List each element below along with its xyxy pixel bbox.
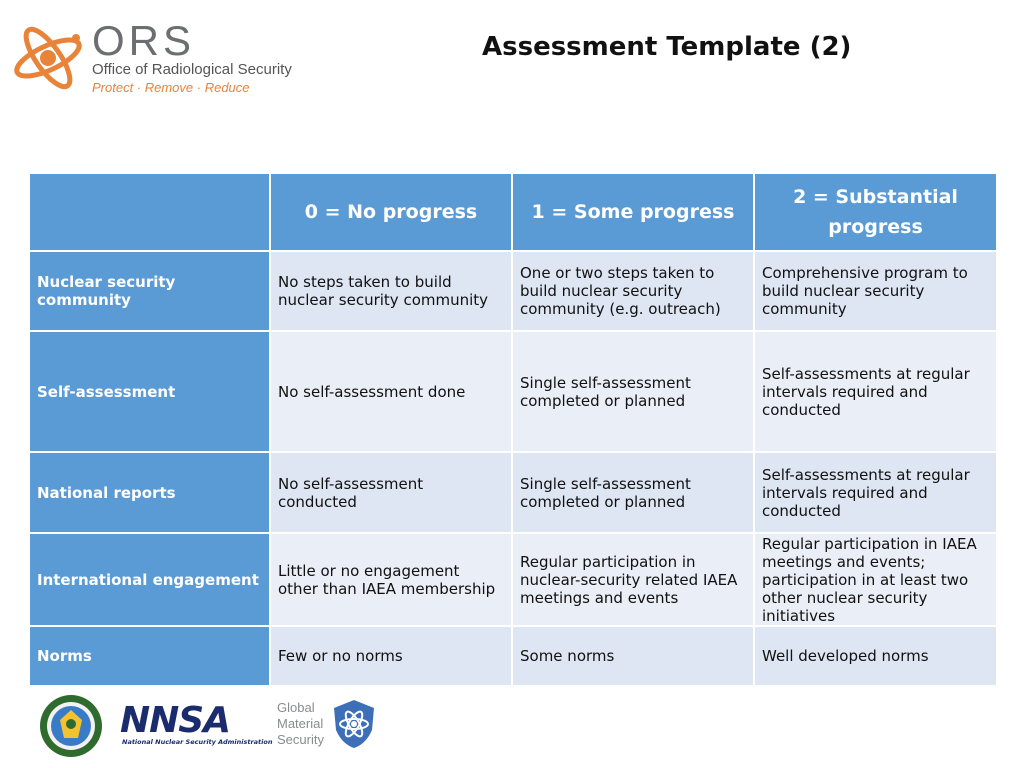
row-label-norms: Norms	[29, 626, 270, 686]
doe-seal-icon	[38, 694, 104, 758]
row-label-self-assessment: Self-assessment	[29, 331, 270, 452]
table-cell: Well developed norms	[754, 626, 997, 686]
table-row	[29, 452, 997, 533]
table-cell: Single self-assessment completed or planned	[512, 331, 754, 452]
table-cell: One or two steps taken to build nuclear security community (e.g. outreach)	[512, 251, 754, 331]
gms-line-global: Global	[277, 700, 315, 715]
table-cell: Regular participation in nuclear-security related IAEA meetings and events	[512, 533, 754, 626]
table-row	[29, 533, 997, 626]
table-cell: Single self-assessment completed or planned	[512, 452, 754, 533]
row-label-nuclear-security-community: Nuclear security community	[29, 251, 270, 331]
table-cell: Little or no engagement other than IAEA membership	[270, 533, 512, 626]
ors-tagline: Protect · Remove · Reduce	[92, 80, 250, 95]
table-cell: No self-assessment done	[270, 331, 512, 452]
nnsa-subtitle: National Nuclear Security Administration	[122, 738, 273, 746]
column-header-some-progress: 1 = Some progress	[512, 173, 754, 251]
gms-line-security: Security	[277, 732, 324, 747]
nnsa-letters: NNSA	[120, 700, 231, 741]
table-header-row	[29, 173, 997, 251]
ors-logo	[10, 16, 330, 100]
nnsa-logo	[120, 700, 273, 752]
gms-line-material: Material	[277, 716, 324, 731]
column-header-empty	[29, 173, 270, 251]
table-cell: Self-assessments at regular intervals required and conducted	[754, 452, 997, 533]
table-cell: Few or no norms	[270, 626, 512, 686]
ors-name: Office of Radiological Security	[92, 61, 292, 78]
gms-text	[277, 700, 337, 748]
table-cell: Self-assessments at regular intervals required and conducted	[754, 331, 997, 452]
table-cell: No self-assessment conducted	[270, 452, 512, 533]
table-row	[29, 251, 997, 331]
column-header-no-progress: 0 = No progress	[270, 173, 512, 251]
row-label-international-engagement: International engagement	[29, 533, 270, 626]
table-cell: Regular participation in IAEA meetings and events; participation in at least two other nuclear security initiatives	[754, 533, 997, 626]
ors-wordmark: ORS	[92, 17, 196, 64]
assessment-table	[28, 172, 998, 687]
table-row	[29, 626, 997, 686]
atom-icon	[10, 18, 88, 98]
table-cell: No steps taken to build nuclear security community	[270, 251, 512, 331]
column-header-substantial-progress: 2 = Substantial progress	[754, 173, 997, 251]
table-cell: Comprehensive program to build nuclear security community	[754, 251, 997, 331]
footer-logos	[38, 692, 398, 760]
table-row	[29, 331, 997, 452]
row-label-national-reports: National reports	[29, 452, 270, 533]
table-cell: Some norms	[512, 626, 754, 686]
atom-shield-icon	[332, 698, 376, 750]
page-title: Assessment Template (2)	[482, 32, 852, 62]
